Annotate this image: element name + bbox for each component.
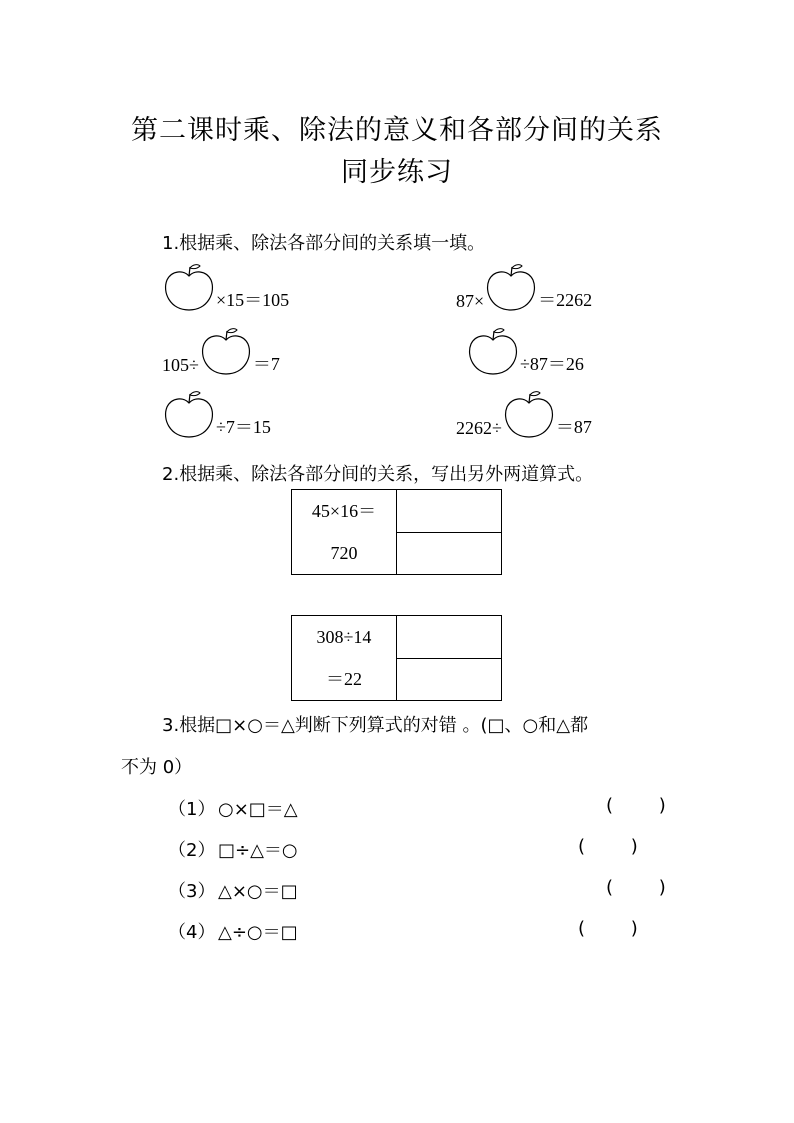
q1-item-4-after: ÷87＝26 <box>520 354 584 374</box>
q2-table-2-answer-1[interactable] <box>397 616 502 659</box>
apple-blank-icon[interactable] <box>199 326 253 378</box>
q1-item-2-after: ＝2262 <box>538 290 593 310</box>
apple-blank-icon[interactable] <box>162 262 216 314</box>
q1-item-6-after: ＝87 <box>555 417 592 437</box>
q2-table-2-given <box>292 616 397 701</box>
q3-item-4-answer[interactable]: ( ) <box>578 918 638 939</box>
q1-item-2-before: 87× <box>456 291 485 311</box>
q1-item-1-after: ×15＝105 <box>216 290 290 310</box>
q2-table-1-given-line2: 720 <box>330 543 358 563</box>
q3-item-2-expr: □÷△＝○ <box>218 840 298 861</box>
q1-item-6-before: 2262÷ <box>456 418 502 438</box>
q2-table-2-given-line1: 308÷14 <box>316 627 372 647</box>
q3-item-1-answer[interactable]: ( ) <box>606 795 666 816</box>
q2-table-1-given-line1: 45×16＝ <box>311 501 377 521</box>
q3-item-2-label: （2） <box>168 840 216 861</box>
q3-heading-line2: 不为 0） <box>121 757 193 778</box>
q3-item-1-expr: ○×□＝△ <box>218 799 298 820</box>
q1-item-1 <box>162 262 289 314</box>
q3-heading-line1: 3.根据□×○＝△判断下列算式的对错 。(□、○和△都 <box>162 715 589 736</box>
q2-table-1 <box>291 489 502 575</box>
apple-blank-icon[interactable] <box>502 389 556 441</box>
q2-heading: 2.根据乘、除法各部分间的关系，写出另外两道算式。 <box>162 464 594 485</box>
q3-item-3-label: （3） <box>168 881 216 902</box>
q2-table-1-answer-1[interactable] <box>397 490 502 533</box>
apple-blank-icon[interactable] <box>162 389 216 441</box>
q1-item-3-before: 105÷ <box>162 355 199 375</box>
q1-item-4 <box>466 326 584 378</box>
page-title: 第二课时乘、除法的意义和各部分间的关系 <box>131 115 663 146</box>
q3-item-3-expr: △×○＝□ <box>218 881 298 902</box>
q2-table-2 <box>291 615 502 701</box>
q2-table-1-given <box>292 490 397 575</box>
q1-item-3 <box>162 326 280 378</box>
q1-item-3-after: ＝7 <box>252 354 280 374</box>
apple-blank-icon[interactable] <box>466 326 520 378</box>
q3-item-1-label: （1） <box>168 799 216 820</box>
q3-item-4-expr: △÷○＝□ <box>218 922 298 943</box>
q2-table-1-answer-2[interactable] <box>397 532 502 575</box>
apple-blank-icon[interactable] <box>484 262 538 314</box>
q2-table-2-answer-2[interactable] <box>397 658 502 701</box>
q1-heading: 1.根据乘、除法各部分间的关系填一填。 <box>162 233 486 254</box>
q1-item-5-after: ÷7＝15 <box>216 417 271 437</box>
q1-item-5 <box>162 389 271 441</box>
q2-table-2-given-line2: ＝22 <box>326 669 362 689</box>
q1-item-2 <box>456 262 592 314</box>
page-subtitle: 同步练习 <box>341 157 453 188</box>
q3-item-3-answer[interactable]: ( ) <box>606 877 666 898</box>
q1-item-6 <box>456 389 592 441</box>
q3-item-4-label: （4） <box>168 922 216 943</box>
q3-item-2-answer[interactable]: ( ) <box>578 836 638 857</box>
